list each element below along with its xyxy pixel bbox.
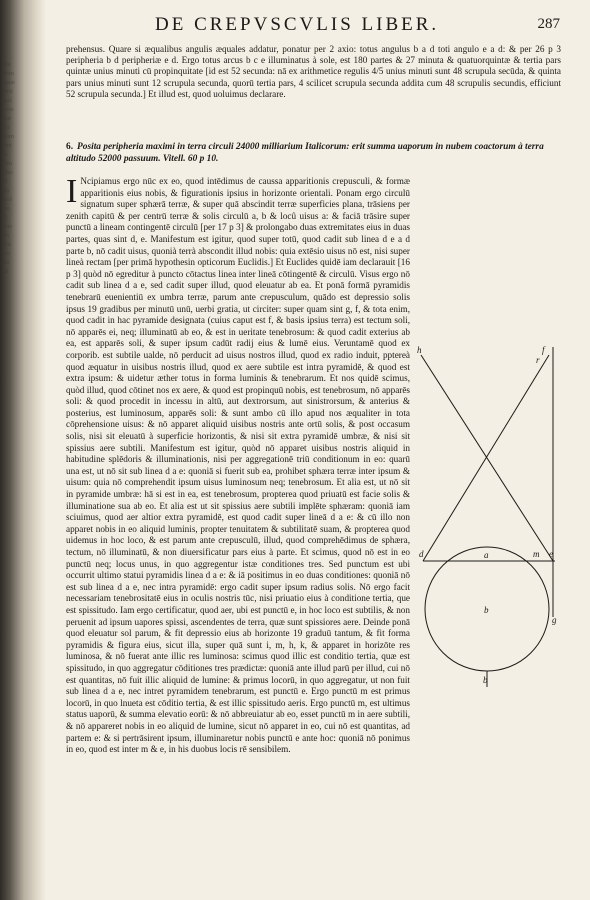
geometric-figure bbox=[415, 347, 561, 693]
page-header bbox=[115, 14, 560, 36]
running-title: DE CREPVSCVLIS LIBER. bbox=[155, 14, 440, 35]
fig-label-h: h bbox=[417, 345, 422, 355]
margin-note: r bbox=[536, 355, 540, 365]
page-number: 287 bbox=[537, 16, 560, 32]
intro-paragraph: prehensus. Quare si æqualibus angulis æquales addatur, ponatur per 2 axio: totus angulus b a d toti angulo e a d: & per 26 p 3 peripheria b d peripheriæ e d. Ergo totus arcus b c e illuminatus à sole, est 180 partes & 27 minuta & quatuorquintæ & tertia pars quintæ unius minuti cū propinquitate [id est 52 secunda: nā ex arithmetice regulis 4/5 unius minuti sunt 48 scrupula secūda, & quinta pars unius minuti sunt 12 scrupula secunda, quorū tertia pars, 4 scilicet scrupula secunda addita cum 48 scrupulis secundis, efficiunt 52 scrupula secunda.] Et illud est, quod uoluimus declarare. bbox=[66, 44, 561, 99]
facing-page-bleed: ibi rem quæ erit uel con tur in lum ent x lau duc il m uel se li mo in lui co es al bbox=[4, 61, 15, 275]
fig-label-a: a bbox=[484, 550, 489, 560]
body-text: Ncipiamus ergo nūc ex eo, quod intēdimus de caussa apparitionis crepusculi, & formæ apparitionis eius nobis, & figurationis ipsius in horizonte orientali. Ponam ergo circulū signatum super sphærā terræ, & super quā abscindit terræ superficies plana, trāsiens per zenith capitū & per centrū terræ & solis circulū a, b & locû uisus a: & faciā trāsire super punctū a lineam contingentē circulū [per 17 p 3] & prolongabo duas extremitates eius in duas partes, quas sint d, e. Manifestum est igitur, quod super totū, quod cadit sub linea d e a d parte b, nō cadit uisus, quonià terrà abscondit illud nobis: quia extēsio uisus nō est, nisi super lineà rectam [per primā hypothesin opticorum Euclidis.] Et Euclides quidē iam declarauit [16 p 3] quòd nō egreditur à puncto cōtactus linea inter lineā cōtingentē & circulū. Visus ergo nō cadit sub linea d a e, sed cadit super illud, quod eleuatur ab ea. Et ponā formā pyramidis tenebrarū euenientiū ex umbra terræ, parum ante crepusculum, quādo est depressio solis ipsus 19 gradibus per minutū unū, uerbi gratia, ut circiter: super quam sint g, f, & tota enim, quod cadit in hac pyramide designata (cuius caput est f, & basis ipsius terra) est tectum soli, nō apparēs ei, neq; illuminatū ab eo, & est in ueritate tenebrosum: & quod cadit exterius ab ea, est apparēs soli, & super ipsum cadūt radij eius & lumē eius. Veruntamē quod ex corporib. est subtile ualde, nō perducit ad uisus nostros illud, quod ex radio induit, pptereà quod æquatur in uisibus nostris illud, quod ex aere subtile est intra pyramidē, & quod est extra ipsum: & uidetur æther totus in forma luminis & tenebrarum. Et nos quidē scimus, quòd illud, quod cōtinet nos ex aere, & quod est propinquū nobis, est tenebrosum, nō apparēs soli: & quod procedit in incessu in altū, aut dextrorsum, aut sinistrorsum, & anterius & posterius, est luminosum, apparēs soli: & sunt ambo cū illo apud nos æqualiter in tota cōprehensione uisus: & nō apparet aliquid uisibus nostris ante ortū solis, & post occasum solis, nisi sit eleuatū à superficie horizontis, & nisi sit extra pyramidē umbræ, & nisi sit spissius aere subtili. Manifestum est igitur, quòd nō apparet uisibus nostris aliquid in habitudine splēdoris & illuminationis, nisi per aggregationē triū conditionum in eo: quarū una est, ut nō sit sub linea d a e: quoniā si fuerit sub ea, prohibet sphæra terræ inter ipsum & uisum: quia nō comprehendit ipsum uisus luminosum neq; tenebrosum. Et alia est, ut nō sit in pyramide umbræ: hā si est in ea, est tenebrosum, propterea quod priuatū est facie solis & illuminatione sua ab eo. Et alia est ut sit spissius aere subtili implēte sphæram: quoniā iam sciuimus, quod aer altior extra pyramidē, est quod cadit super lineā d a e: & cū illo non apparet nobis in eo aliquid luminis, propter tenuitatem & subtilitatē suam, & propterea quod uidemus in hoc loco, & est parum ante crepusculū, illud, quod comprehēdimus de sphæra, tectum, nō illuminatū, & non diuersificatur pars eius à parte. Et scimus, quod nō est in eo punctū neq; locus unus, in quo aggregentur istæ conditiones tres. Sed punctum est ubi occurrit ultimo statui pyramidis linea d a e: & iā positimus in eo duas conditiones: quoniā nō est sub linea d a e, nec intra pyramidē: ergo cadit super ipsum radius solis. Nō ergo facit necessariam tenebrositatē eius in oculis nostris tūc, nisi priuatio eius à conditione tertia, que est spissitudo. Iam ergo certificatur, quod aer, ubi est punctū e, in hoc loco est subtilis, & non peruenit ad ipsum uapores spissi, ascendentes de terra, quæ sunt spissiores aere. Deinde ponā quod eleuatur sol parum, & fit depressio eius ab horizonte 19 graduū tantum, & fit forma pyramidis & figura eius, sicut illa, super quā sunt i, m, h, k, & apparet in horizōte res luminosa, & nō fuerat ante illic res luminosa: scimus quod illic est conditio tertia, quæ est spissitudo, in quo aggregatur cōditiones tres prædictæ: quoniā ante illud parū per illud, cui nō est quantitas, nō fuit illic aliquid de lumine: & primus locorū, in quo aggregatur, ut non fuit sub linea d a e, nec intret pyramidem tenebrarum, est punctū e. Ergo punctū m est primus locorū, in quo lnueta est cōditio tertia, & est illic spissitudo aeris. Ergo punctū m, est ultimus status uaporū, & summa elevatio eorū: & nō abbreuiatur ab eo, esset punctū m in aere subtili, & nō appareret nobis in eo aliquid de lumine, sicut nō apparet in eo, cui nō est quantitas, ad partem e: & si pertrāsirent ipsum, illuminaretur nobis punctū e ante hoc: quoniā nō ponimus in eo, quod est inter m & e, in his duobus locis rē sensibilem. bbox=[66, 176, 410, 755]
fig-label-f: f bbox=[542, 345, 545, 355]
fig-label-m: m bbox=[533, 549, 540, 559]
proposition-text: Posita peripheria maximi in terra circuli 24000 milliarium Italicorum: erit summa uaporum in nubem coactorum à terra altitudo 52000 passuum. Vitell. 60 p 10. bbox=[66, 142, 544, 164]
fig-label-e: e bbox=[549, 549, 553, 559]
proposition bbox=[66, 141, 561, 165]
fig-label-b-bottom: b bbox=[483, 675, 488, 685]
fig-label-d: d bbox=[419, 549, 424, 559]
proposition-number: 6. bbox=[66, 142, 74, 152]
figure-diagram bbox=[415, 347, 561, 693]
fig-label-g: g bbox=[552, 615, 557, 625]
line-f-to-d bbox=[423, 355, 549, 561]
line-h-to-e bbox=[421, 355, 553, 561]
fig-label-b-center: b bbox=[484, 605, 489, 615]
drop-initial: I bbox=[66, 173, 78, 210]
